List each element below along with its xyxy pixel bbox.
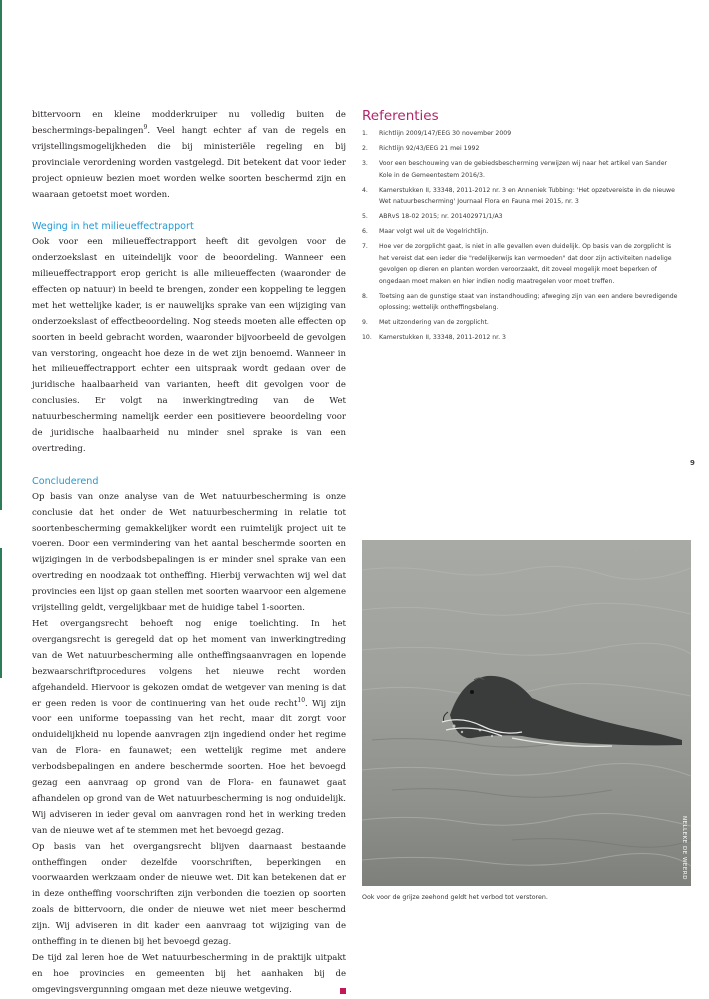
reference-text: Met uitzondering van de zorgplicht. [379, 319, 489, 327]
reference-number: 7. [362, 243, 368, 251]
paragraph-text: bittervoorn en kleine modderkruiper nu volledig buiten de beschermings-bepalingen [32, 110, 346, 136]
reference-text: Richtlijn 92/43/EEG 21 mei 1992 [379, 144, 480, 152]
margin-rule [0, 0, 2, 510]
paragraph [32, 108, 346, 203]
reference-text: Kamerstukken II, 33348, 2011-2012 nr. 3 [379, 334, 506, 342]
reference-item [362, 241, 680, 287]
reference-item [362, 211, 680, 223]
reference-number: 2. [362, 144, 368, 152]
reference-text: Toetsing aan de gunstige staat van instandhouding; afweging zijn van een andere bevredigende oplossing; wettelijk ontheffingsbelang. [379, 292, 678, 312]
article-body [32, 108, 346, 999]
photo-credit: NELLEKE DE WEERD [681, 816, 687, 880]
reference-item [362, 226, 680, 238]
paragraph: Ook voor een milieueffectrapport heeft dit gevolgen voor de onderzoekslast en uiteindelijk voor de beoordeling. Wanneer een milieueffectrapport erop gericht is alle milieueffecten (waaronder de effecten op natuur) in beeld te brengen, zonder een koppeling te leggen met het wettelijke kader, is er nauwelijks sprake van een wijziging van onderzoekslast of effectbeoordeling. Nog steeds moeten alle effecten op soorten in beeld gebracht worden, waaronder bijvoorbeeld de gevolgen van verstoring, ongeacht hoe deze in de wet zijn benoemd. Wanneer in het milieueffectrapport echter een uitspraak wordt gedaan over de juridische haalbaarheid van varianten, heeft dit gevolgen voor de conclusies. Er volgt na inwerkingtreding van de Wet natuurbescherming namelijk eerder een positievere beoordeling voor de juridische haalbaarheid nu minder snel sprake is van een overtreding. [32, 237, 346, 455]
paragraph: Op basis van onze analyse van de Wet natuurbescherming is onze conclusie dat het onder de Wet natuurbescherming in relatie tot soortenbescherming gemakkelijker wordt een ruimtelijk project uit te voeren. Door een vermindering van het aantal beschermde soorten en wijzigingen in de verbodsbepalingen is er minder snel sprake van een overtreding en noodzaak tot ontheffing. Hierbij verwachten wij wel dat provincies een lijst op gaan stellen met soorten waarvoor een algemene vrijstelling geldt, vergelijkbaar met de huidige tabel 1-soorten. [32, 491, 346, 614]
margin-rule [0, 548, 2, 678]
paragraph-text: . Veel hangt echter af van de regels en vrijstellingsmogelijkheden die bij ministeriële regeling en bij provinciale verordening worden vastgelegd. Dit betekent dat voor ieder project opnieuw bezien moet worden welke soorten beschermd zijn en waaraan getoetst moet worden. [32, 125, 346, 200]
seal-photo [362, 540, 691, 886]
reference-number: 1. [362, 130, 368, 137]
paragraph-text: . Wij zijn voor een uniforme toepassing van het recht, maar dit zorgt voor onduidelijkheid nu lopende aanvragen zijn ingediend onder het regime van de Flora- en faunawet; een wettelijk regime met andere verbodsbepalingen en andere beschermde soorten. Hoe het bevoegd gezag een aanvraag op grond van de Flora- en faunawet gaat afhandelen op grond van de Wet natuurbescherming is nog onduidelijk. Wij adviseren in ieder geval om aanvragen rond het in werking treden van de nieuwe wet af te stemmen met het bevoegd gezag. [32, 698, 346, 836]
reference-number: 8. [362, 292, 368, 300]
reference-item [362, 317, 680, 329]
reference-item [362, 332, 680, 344]
reference-number: 3. [362, 159, 368, 167]
paragraph-text: De tijd zal leren hoe de Wet natuurbescherming in de praktijk uitpakt en hoe provincies en gemeenten bij het aanhaken bij de omgevingsvergunning omgaan met deze nieuwe wetgeving. [32, 953, 346, 995]
photo-caption: Ook voor de grijze zeehond geldt het verbod tot verstoren. [362, 894, 548, 901]
reference-text: Kamerstukken II, 33348, 2011-2012 nr. 3 en Anneniek Tubbing: 'Het opzetvereiste in de nieuwe Wet natuurbescherming' Journaal Flora en Fauna mei 2015, nr. 3 [379, 186, 675, 206]
reference-number: 5. [362, 213, 368, 221]
footnote-ref: 9 [143, 123, 148, 131]
footnote-ref: 10 [297, 696, 306, 704]
reference-item [362, 158, 680, 181]
reference-item [362, 291, 680, 314]
paragraph: Op basis van het overgangsrecht blijven daarnaast bestaande ontheffingen onder dezelfde voorschriften, beperkingen en voorwaarden werkzaam onder de nieuwe wet. Dit kan betekenen dat er in deze ontheffing voorschriften zijn verbonden die toezien op soorten zoals de bittervoorn, die onder de nieuwe wet niet meer beschermd zijn. Wij adviseren in dit kader een aanvraag tot wijziging van de ontheffing in te dienen bij het bevoegd gezag. [32, 841, 346, 948]
reference-number: 9. [362, 319, 368, 327]
references-section [362, 108, 680, 347]
page-number: 9 [690, 459, 695, 467]
references-title: Referenties [362, 108, 439, 124]
paragraph [32, 951, 346, 999]
reference-text: Hoe ver de zorgplicht gaat, is niet in alle gevallen even duidelijk. Op basis van de zorgplicht is het vereist dat een ieder die "redelijkerwijs kan vermoeden" dat door zijn activiteiten nadelige gevolgen op dieren en planten worden veroorzaakt, dit zoveel mogelijk moet beperken of ongedaan moet maken en hier indien nodig maatregelen voor moet treffen. [379, 243, 672, 285]
reference-text: Richtlijn 2009/147/EEG 30 november 2009 [379, 130, 512, 137]
paragraph [32, 617, 346, 840]
reference-item [362, 143, 680, 155]
reference-text: ABRvS 18-02 2015; nr. 201402971/1/A3 [379, 213, 503, 221]
reference-text: Maar volgt wel uit de Vogelrichtlijn. [379, 228, 489, 236]
references-list [362, 128, 680, 344]
section-heading: Weging in het milieueffectrapport [32, 221, 194, 233]
reference-number: 10. [362, 334, 372, 342]
end-of-article-mark [340, 988, 346, 994]
reference-item [362, 128, 680, 140]
seal-in-water-icon [362, 540, 691, 886]
paragraph-text: Het overgangsrecht behoeft nog enige toelichting. In het overgangsrecht is geregeld dat op het moment van inwerkingtreding van de Wet natuurbescherming alle ontheffingsaanvragen en lopende bezwaarschriftprocedures volgens het nieuwe recht worden afgehandeld. Hiervoor is gekozen omdat de wetgever van mening is dat er geen reden is voor de continuering van het oude recht [32, 618, 346, 709]
reference-item [362, 185, 680, 208]
reference-number: 4. [362, 186, 368, 194]
section-heading: Concluderend [32, 475, 99, 487]
reference-number: 6. [362, 228, 368, 236]
reference-text: Voor een beschouwing van de gebiedsbescherming verwijzen wij naar het artikel van Sander Kole in de Gemeentestem 2016/3. [379, 159, 668, 179]
